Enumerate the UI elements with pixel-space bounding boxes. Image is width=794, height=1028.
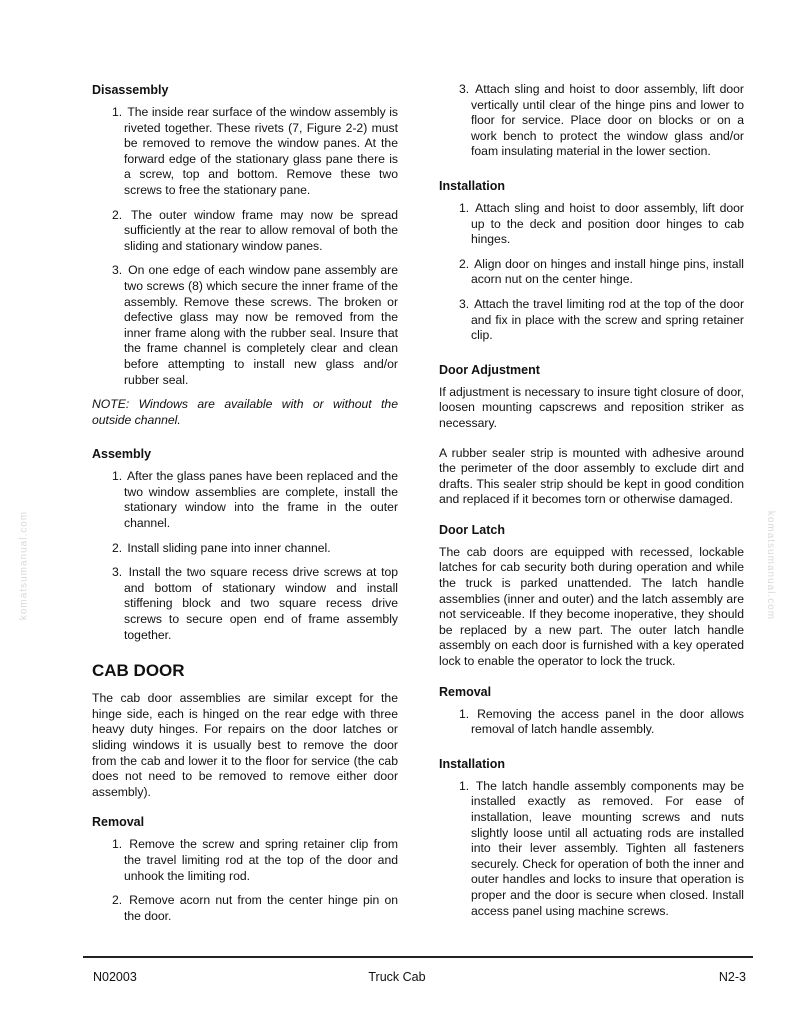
step-number: 3. xyxy=(459,296,470,311)
step-text: Attach the travel limiting rod at the top of the door and fix in place with the screw and spring retainer clip. xyxy=(471,296,745,343)
step-text: On one edge of each window pane assembly are two screws (8) which secure the inner frame of the assembly. Remove these screws. The broken or defective glass may now be removed from the inner frame along with the rubber seal. Insure that the frame channel is completely clear and clean before attempting to install new glass and/or rubber seal. xyxy=(124,263,399,387)
list-item xyxy=(102,541,398,557)
list-item xyxy=(102,469,398,531)
list-item xyxy=(449,297,744,344)
list-item xyxy=(449,201,744,248)
step-text: The latch handle assembly components may be installed exactly as removed. For ease of installation, leave mounting screws and nuts slightly loose until all actuating rods are installed into their lever assembly. Tighten all fasteners securely. Check for operation of both the inner and outer handles and locks to insure that operation is proper and the door is secure when closed. Install access panel using machine screws. xyxy=(471,778,744,918)
step-number: 3. xyxy=(112,263,123,278)
step-number: 1. xyxy=(112,837,123,852)
step-text: Install sliding pane into inner channel. xyxy=(127,540,331,555)
assembly-steps xyxy=(92,469,398,643)
step-text: Install the two square recess drive screws at top and bottom of stationary window and install stiffening block and two square recess drive screws to secure open end of frame assembly together. xyxy=(124,565,399,642)
section-heading-door-adjustment: Door Adjustment xyxy=(439,362,540,377)
footer-divider xyxy=(83,956,753,958)
cab-door-paragraph: The cab door assemblies are similar except for the hinge side, each is hinged on the rear edge with three heavy duty hinges. For repairs on the door latches or sliding windows it is usually best to remove the door from the cab and lower it to the floor for service (the cab does not need to be removed to remove either door assembly). xyxy=(92,691,398,799)
step-text: Attach sling and hoist to door assembly, lift door vertically until clear of the hinge pins and lower to floor for service. Place door on blocks or on a work bench to protect the window glass and/or foam insulating material in the lower section. xyxy=(471,82,744,159)
removal-steps-continued xyxy=(439,82,744,160)
latch-removal-steps xyxy=(439,707,744,738)
step-number: 1. xyxy=(459,200,470,215)
door-latch-paragraph: The cab doors are equipped with recessed, lockable latches for cab security both during operation and while the truck is parked unattended. The latch handle assemblies (inner and outer) and the latch assembly are not serviceable. If they become inoperative, they should be replaced by a new part. The outer latch handle assembly on each door is furnished with a key operated lock to enable the operator to lock the truck. xyxy=(439,544,744,669)
disassembly-steps xyxy=(92,105,398,388)
step-text: Removing the access panel in the door allows removal of latch handle assembly. xyxy=(471,706,744,737)
section-heading-disassembly: Disassembly xyxy=(92,83,169,97)
page-number: N2-3 xyxy=(718,970,746,984)
step-number: 2. xyxy=(112,540,123,555)
step-text: Remove the screw and spring retainer clip from the travel limiting rod at the top of the door and unhook the limiting rod. xyxy=(124,837,398,883)
section-heading-door-latch: Door Latch xyxy=(439,522,505,537)
step-number: 1. xyxy=(112,469,123,484)
removal-steps xyxy=(92,837,398,924)
right-column xyxy=(439,82,744,928)
latch-installation-steps xyxy=(439,779,744,919)
step-number: 1. xyxy=(112,105,123,119)
list-item xyxy=(102,105,398,199)
step-text: Align door on hinges and install hinge pins, install acorn nut on the center hinge. xyxy=(471,256,744,287)
list-item xyxy=(102,565,398,643)
step-number: 1. xyxy=(459,778,470,793)
step-text: Remove acorn nut from the center hinge pin on the door. xyxy=(124,893,398,923)
left-column xyxy=(92,82,398,933)
installation-steps xyxy=(439,201,744,344)
step-number: 2. xyxy=(112,893,123,908)
list-item xyxy=(102,263,398,388)
door-adjustment-paragraph-2: A rubber sealer strip is mounted with adhesive around the perimeter of the door assembly to exclude dirt and drafts. This sealer strip should be kept in good condition and replaced if it becomes torn or otherwise damaged. xyxy=(439,445,744,507)
section-heading-installation: Installation xyxy=(439,178,505,193)
document-code: N02003 xyxy=(93,970,137,984)
list-item xyxy=(449,707,744,738)
step-text: Attach sling and hoist to door assembly, lift door up to the deck and position door hinges to cab hinges. xyxy=(471,200,744,247)
step-text: After the glass panes have been replaced and the two window assemblies are complete, install the stationary window into the frame in the outer channel. xyxy=(124,469,398,531)
step-text: The inside rear surface of the window assembly is riveted together. These rivets (7, Figure 2-2) must be removed to remove the window panes. At the forward edge of the stationary glass pane there is a screw, top and bottom. Remove these two screws to free the stationary pane. xyxy=(124,105,398,197)
note-text: NOTE: Windows are available with or without the outside channel. xyxy=(92,397,398,427)
step-number: 1. xyxy=(459,706,470,721)
section-heading-assembly: Assembly xyxy=(92,447,152,462)
step-number: 2. xyxy=(459,256,470,271)
watermark-left: komatsumanual.com xyxy=(18,510,30,621)
watermark-right: komatsumanual.com xyxy=(764,510,776,621)
list-item xyxy=(102,893,398,924)
list-item xyxy=(102,837,398,884)
list-item xyxy=(449,779,744,919)
list-item xyxy=(449,257,744,288)
chapter-title: Truck Cab xyxy=(368,970,426,984)
list-item xyxy=(102,208,398,255)
section-heading-cab-door: CAB DOOR xyxy=(92,661,185,681)
section-heading-removal-latch: Removal xyxy=(439,684,492,699)
step-number: 3. xyxy=(112,565,123,580)
section-heading-removal: Removal xyxy=(92,815,145,830)
step-number: 3. xyxy=(459,82,470,96)
list-item xyxy=(449,82,744,160)
door-adjustment-paragraph-1: If adjustment is necessary to insure tight closure of door, loosen mounting capscrews and reposition striker as necessary. xyxy=(439,384,744,430)
step-text: The outer window frame may now be spread sufficiently at the rear to allow removal of both the sliding and stationary window panes. xyxy=(124,207,399,253)
section-heading-installation-latch: Installation xyxy=(439,756,505,771)
step-number: 2. xyxy=(112,207,123,222)
